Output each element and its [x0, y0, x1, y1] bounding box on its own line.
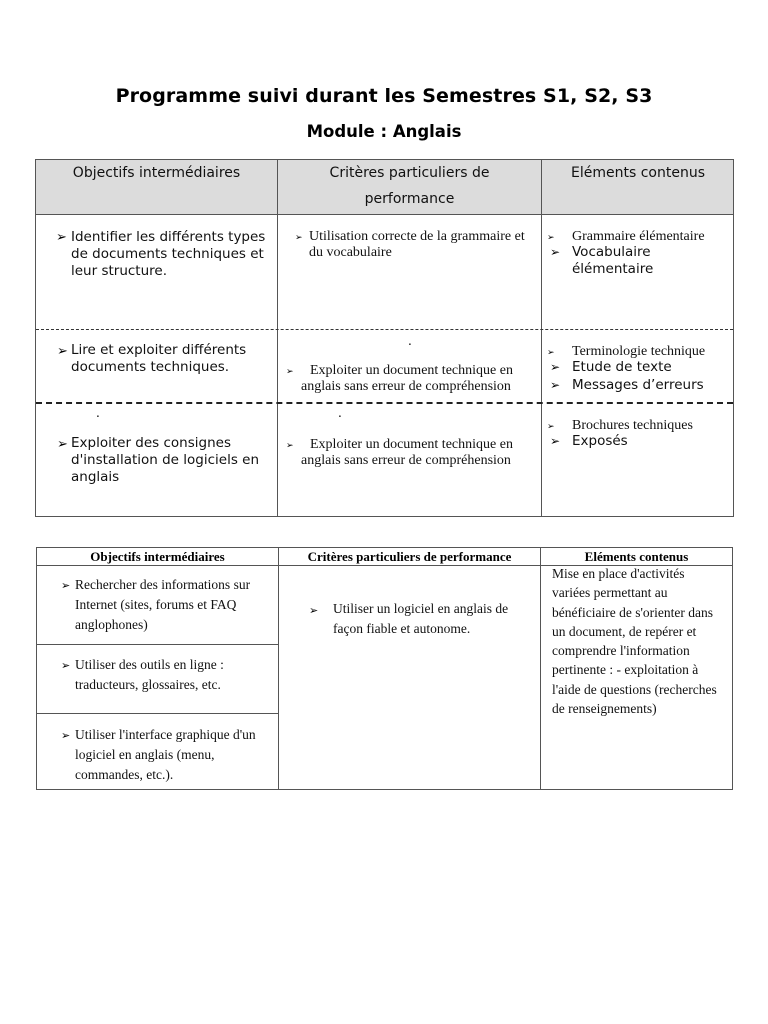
- row1-element-1: Grammaire élémentaire: [572, 229, 705, 244]
- row-divider: [36, 402, 733, 404]
- program-table-1: [35, 159, 734, 517]
- row2-element-1: Terminologie technique: [572, 344, 706, 359]
- row3-element-1: Brochures techniques: [572, 418, 693, 433]
- separator-dot: .: [338, 406, 342, 420]
- row-divider: [36, 329, 733, 330]
- row2-element-3: Messages d’erreurs: [572, 377, 704, 393]
- column-divider: [540, 548, 541, 789]
- bullet-arrow-icon: ➢: [309, 604, 319, 617]
- row-divider: [37, 713, 278, 714]
- row1-element-2: [572, 244, 722, 278]
- bullet-arrow-icon: ➢: [550, 245, 561, 259]
- bullet-arrow-icon: ➢: [547, 348, 555, 358]
- bullet-arrow-icon: ➢: [550, 378, 561, 392]
- bullet-arrow-icon: ➢: [550, 434, 561, 448]
- header-criteres: Critères particuliers de performance: [329, 165, 490, 207]
- t2-objectif-1-text: Rechercher des informations sur Internet (sites, forums et FAQ anglophones): [75, 577, 251, 632]
- header-elements: Eléments contenus: [584, 549, 689, 564]
- t2-critere: Utiliser un logiciel en anglais de façon fiable et autonome.: [333, 601, 509, 636]
- row3-objectif: Exploiter des consignes d'installation de logiciels en anglais: [71, 435, 260, 485]
- column-divider: [278, 548, 279, 789]
- bullet-arrow-icon: ➢: [61, 579, 71, 592]
- row1-element-2-text: Vocabulaire élémentaire: [572, 244, 654, 277]
- bullet-arrow-icon: ➢: [57, 344, 68, 359]
- bullet-arrow-icon: ➢: [56, 230, 67, 245]
- bullet-arrow-icon: ➢: [286, 367, 294, 377]
- header-objectifs: Objectifs intermédiaires: [72, 165, 241, 181]
- row2-critere: Exploiter un document technique en anglais sans erreur de compréhension: [301, 363, 513, 394]
- bullet-arrow-icon: ➢: [550, 360, 561, 374]
- row3-element-2: Exposés: [572, 433, 628, 449]
- t2-objectif-3: Utiliser l'interface graphique d'un logiciel en anglais (menu, commandes, etc.).: [75, 727, 256, 782]
- bullet-arrow-icon: ➢: [295, 233, 303, 243]
- row2-element-2: Etude de texte: [572, 359, 672, 375]
- module-title: Module : Anglais: [306, 122, 462, 141]
- separator-dot: .: [408, 334, 412, 348]
- program-table-2: [36, 547, 733, 790]
- header-objectifs: Objectifs intermédiaires: [90, 549, 225, 564]
- bullet-arrow-icon: ➢: [61, 659, 71, 672]
- row2-objectif: Lire et exploiter différents documents techniques.: [71, 342, 247, 375]
- row1-critere: Utilisation correcte de la grammaire et du vocabulaire: [309, 229, 525, 260]
- separator-dot: .: [96, 406, 100, 420]
- t2-objectif-1: [75, 575, 275, 635]
- page-title: Programme suivi durant les Semestres S1, S2, S3: [115, 85, 653, 107]
- header-elements: Eléments contenus: [571, 165, 705, 181]
- row-divider: [37, 644, 278, 645]
- t2-objectif-2: Utiliser des outils en ligne : traducteurs, glossaires, etc.: [75, 657, 224, 692]
- bullet-arrow-icon: ➢: [547, 233, 555, 243]
- bullet-arrow-icon: ➢: [57, 437, 68, 452]
- row3-critere: Exploiter un document technique en anglais sans erreur de compréhension: [301, 437, 513, 468]
- t2-elements: Mise en place d'activités variées permettant au bénéficiaire de s'orienter dans un document, de repérer et comprendre l'information pertinente : - exploitation à l'aide de questions (recherches de renseignements): [552, 566, 717, 717]
- bullet-arrow-icon: ➢: [547, 422, 555, 432]
- header-criteres: Critères particuliers de performance: [307, 549, 512, 564]
- row1-objectif: Identifier les différents types de documents techniques et leur structure.: [71, 229, 266, 279]
- bullet-arrow-icon: ➢: [286, 441, 294, 451]
- bullet-arrow-icon: ➢: [61, 729, 71, 742]
